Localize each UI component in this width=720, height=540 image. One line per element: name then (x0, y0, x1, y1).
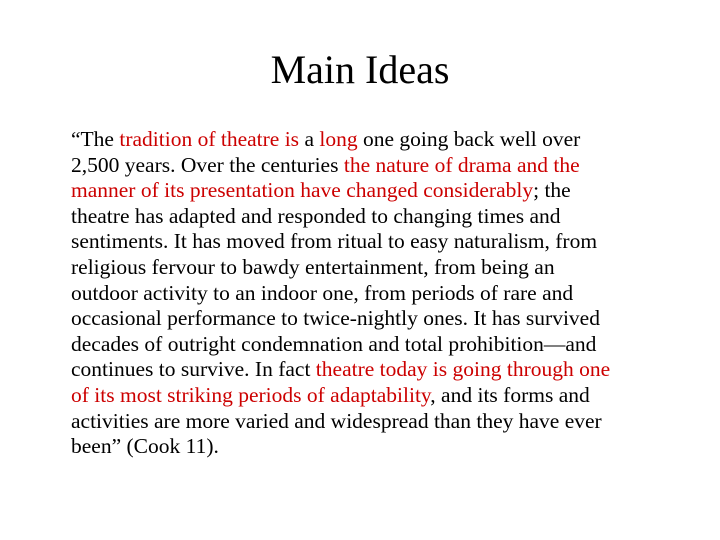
emphasized-phrase: the nature of drama and the (343, 152, 580, 177)
quote-line (71, 383, 683, 409)
quote-line (71, 153, 683, 179)
slide-title: Main Ideas (270, 47, 450, 92)
quote-text: been” (Cook 11). (71, 434, 219, 459)
emphasized-phrase: theatre today is going through one (315, 357, 611, 382)
quote-text: , and its forms and (430, 382, 590, 407)
quote-line (71, 281, 683, 307)
quote-text: decades of outright condemnation and total prohibition—and (71, 331, 597, 356)
quote-line (71, 332, 683, 358)
quote-text: ; the (533, 178, 571, 203)
quote-line (71, 434, 683, 460)
quote-line (71, 306, 683, 332)
quote-text: “The (71, 127, 120, 151)
quote-text: outdoor activity to an indoor one, from periods of rare and (71, 280, 574, 305)
quote-line (71, 255, 683, 281)
quote-text: continues to survive. In fact (71, 357, 316, 382)
emphasized-phrase: of its most striking periods of adaptability (71, 382, 431, 407)
quote-line (71, 204, 683, 230)
quote-line (71, 178, 683, 204)
quote-text: 2,500 years. Over the centuries (71, 152, 344, 177)
quote-text: one going back well over (357, 127, 581, 151)
quote-line (71, 409, 683, 435)
quote-paragraph (71, 127, 683, 460)
quote-text: theatre has adapted and responded to changing times and (71, 203, 561, 228)
quote-line (71, 357, 683, 383)
emphasized-phrase: long (319, 127, 358, 151)
quote-text: activities are more varied and widespread than they have ever (71, 408, 602, 433)
quote-text: a (299, 127, 320, 151)
quote-line (71, 229, 683, 255)
quote-text: religious fervour to bawdy entertainment, from being an (71, 254, 555, 279)
emphasized-phrase: manner of its presentation have changed considerably (71, 178, 534, 203)
quote-text: sentiments. It has moved from ritual to easy naturalism, from (71, 229, 598, 254)
emphasized-phrase: tradition of theatre is (119, 127, 300, 151)
quote-text: occasional performance to twice-nightly ones. It has survived (71, 306, 600, 331)
quote-line (71, 127, 683, 153)
